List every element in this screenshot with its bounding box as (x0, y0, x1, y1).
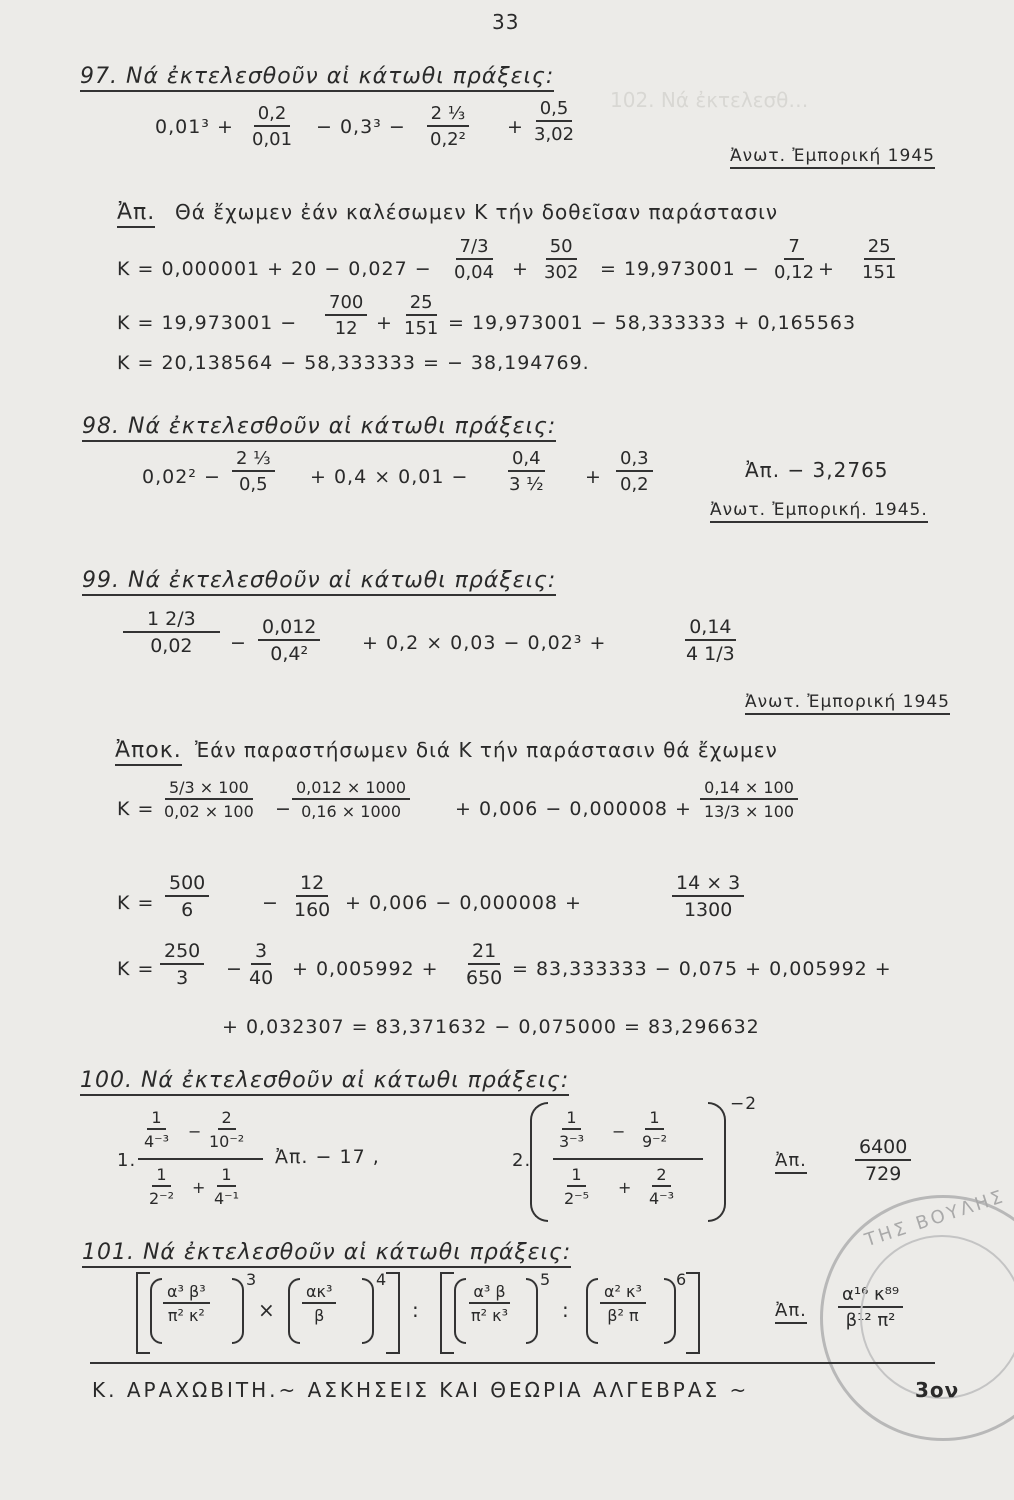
p99-fraction: $\frac{0,012}{\text{0,4²}}$ (258, 616, 320, 665)
footer-text: Κ. ΑΡΑΧΩΒΙΤΗ.~ ΑΣΚΗΣΕΙΣ ΚΑΙ ΘΕΩΡΙΑ ΑΛΓΕΒΡΑΣ ~ (92, 1378, 750, 1402)
p97-fraction: $\frac{700}{12}$ (325, 292, 367, 339)
p101-answer: $\frac{\text{α¹⁶ κ⁸⁹}}{\text{β¹² π²}}$ (838, 1284, 903, 1331)
right-paren (232, 1278, 244, 1344)
p100-item2-answer: $\frac{6400}{729}$ (855, 1136, 911, 1185)
p101-operator: : (412, 1298, 420, 1322)
p97-line2-part: = 19,973001 − 58,333333 + 0,165563 (448, 312, 857, 334)
p97-line1-part: = 19,973001 − (600, 258, 760, 280)
p99-line2-part: − (262, 892, 279, 914)
p99-fraction: $\frac{500}{6}$ (165, 872, 209, 921)
p99-fraction: $\frac{21}{650}$ (466, 940, 503, 989)
p99-line4: + 0,032307 = 83,371632 − 0,075000 = 83,296632 (222, 1016, 760, 1038)
left-paren (530, 1102, 548, 1222)
p97-line2-part: Κ = 19,973001 − (117, 312, 298, 334)
problem-98-title: 98. Νά ἐκτελεσθοῦν αἱ κάτωθι πράξεις: (82, 414, 556, 439)
p101-fraction: $\frac{\text{α³ β³}}{\text{π² κ²}}$ (163, 1282, 210, 1325)
p100-fraction: $\frac{1}{\text{2⁻²}}$ (149, 1165, 175, 1208)
p100-fraction: $\frac{1}{\text{4⁻¹}}$ (214, 1165, 240, 1208)
p98-expr-part: + (585, 466, 602, 488)
p100-item2-answer-label: Ἀπ. (775, 1150, 807, 1171)
p101-operator: : (562, 1298, 570, 1322)
p101-fraction: $\frac{\text{α³ β}}{\text{π² κ³}}$ (471, 1282, 508, 1325)
problem-101-title: 101. Νά ἐκτελεσθοῦν αἱ κάτωθι πράξεις: (82, 1240, 571, 1265)
p97-fraction: $\frac{0,5}{3,02}$ (534, 98, 575, 145)
p100-item1-answer: Ἀπ. − 17 , (275, 1146, 380, 1168)
p97-line3: Κ = 20,138564 − 58,333333 = − 38,194769. (117, 352, 590, 374)
footer-rule (90, 1362, 935, 1364)
p99-line3-part: + 0,005992 + (292, 958, 439, 980)
problem-97-title: 97. Νά ἐκτελεσθοῦν αἱ κάτωθι πράξεις: (80, 64, 554, 89)
left-paren (288, 1278, 300, 1344)
right-paren (526, 1278, 538, 1344)
p101-fraction: $\frac{\text{ακ³}}{\beta}$ (302, 1282, 336, 1325)
p99-fraction: $\frac{3}{40}$ (249, 940, 274, 989)
p100-operator: − (612, 1122, 627, 1141)
problem-99-title: 99. Νά ἐκτελεσθοῦν αἱ κάτωθι πράξεις: (82, 568, 556, 593)
p99-line1-part: + 0,006 − 0,000008 + (455, 798, 692, 820)
p97-line1-part: Κ = 0,000001 + 20 − 0,027 − (117, 258, 432, 280)
p100-fraction: $\frac{2}{\text{10⁻²}}$ (209, 1108, 245, 1151)
p100-operator: + (192, 1178, 207, 1197)
p97-answer-label: Ἀπ. (117, 200, 155, 225)
p101-operator: × (258, 1298, 276, 1322)
p98-fraction: $\frac{0,3}{0,2}$ (616, 448, 653, 495)
left-paren (150, 1278, 162, 1344)
p99-fraction: $\frac{5/3 \times 100}{0,02 \times 100}$ (164, 778, 254, 821)
p99-line3-part: Κ = (117, 958, 155, 980)
p97-line1-part: + (512, 258, 529, 280)
p99-answer-intro: Ἐάν παραστήσωμεν διά Κ τήν παράστασιν θά ἔχωμεν (195, 738, 778, 762)
p99-answer-label: Ἀποκ. (115, 738, 182, 763)
bleed-through-text: 102. Νά ἐκτελεσθ… (610, 88, 809, 112)
page-number: 33 (492, 10, 520, 34)
p99-fraction: $\frac{12}{160}$ (294, 872, 331, 921)
p99-fraction: $\frac{250}{3}$ (160, 940, 204, 989)
p97-fraction: $\frac{25}{151}$ (862, 236, 897, 283)
left-paren (454, 1278, 466, 1344)
p97-line2-part: + (376, 312, 393, 334)
p101-exponent: 6 (676, 1270, 688, 1289)
p97-fraction: $\frac{0,2}{0,01}$ (252, 103, 293, 150)
p101-answer-label: Ἀπ. (775, 1300, 807, 1321)
p99-line1-part: − (275, 798, 292, 820)
p100-fraction: $\frac{1}{\text{9⁻²}}$ (642, 1108, 668, 1151)
p98-answer: Ἀπ. − 3,2765 (745, 458, 889, 482)
right-paren (362, 1278, 374, 1344)
left-paren (586, 1278, 598, 1344)
p99-line3-part: − (226, 958, 243, 980)
p97-fraction: $\frac{25}{151}$ (404, 292, 439, 339)
p100-item1-label: 1. (117, 1150, 137, 1171)
p100-fraction: $\frac{2}{\text{4⁻³}}$ (649, 1165, 675, 1208)
p99-fraction: $\frac{0,14}{4 1/3}$ (686, 616, 735, 665)
p101-exponent: 4 (376, 1270, 388, 1289)
p97-answer-intro: Θά ἔχωμεν ἐάν καλέσωμεν Κ τήν δοθεῖσαν παράστασιν (175, 200, 779, 224)
p100-fraction: $\frac{1}{\text{4⁻³}}$ (144, 1108, 170, 1151)
p100-item2-label: 2. (512, 1150, 532, 1171)
p100-operator: − (188, 1122, 203, 1141)
p98-fraction: $\frac{0,4}{\text{3 ½}}$ (509, 448, 544, 495)
archive-stamp-inner-ring (860, 1235, 1014, 1399)
p97-line1-part: + (818, 258, 835, 280)
p100-item2-exponent: −2 (730, 1094, 758, 1114)
p98-expr-part: + 0,4 × 0,01 − (310, 466, 469, 488)
right-bracket (386, 1272, 400, 1354)
p97-fraction: $\frac{\text{2 ⅓}}{\text{0,2²}}$ (426, 103, 470, 150)
p97-fraction: $\frac{7/3}{0,04}$ (454, 236, 495, 283)
p99-expr-part: − (230, 632, 247, 654)
p99-expr-part: + 0,2 × 0,03 − 0,02³ + (362, 632, 607, 654)
p97-fraction: $\frac{50}{302}$ (544, 236, 579, 283)
p98-fraction: $\frac{\text{2 ⅓}}{0,5}$ (232, 448, 275, 495)
left-bracket (440, 1272, 454, 1354)
p97-fraction: $\frac{7}{0,12}$ (774, 236, 815, 283)
p100-main-fraction-bar (138, 1158, 263, 1160)
p99-fraction: $\frac{0,012 \times 1000}{0,16 \times 1000}$ (292, 778, 410, 821)
p101-fraction: $\frac{\text{α² κ³}}{\text{β² π}}$ (600, 1282, 646, 1325)
p99-line3-part: = 83,333333 − 0,075 + 0,005992 + (512, 958, 892, 980)
sheet-number: 3ον (915, 1378, 960, 1402)
p100-main-fraction-bar (553, 1158, 703, 1160)
p101-exponent: 3 (246, 1270, 258, 1289)
p100-fraction: $\frac{1}{\text{2⁻⁵}}$ (564, 1165, 590, 1208)
p99-fraction: $\frac{14 \times 3}{1300}$ (672, 872, 744, 921)
p97-expr-part: − 0,3³ − (316, 116, 406, 138)
problem-100-title: 100. Νά ἐκτελεσθοῦν αἱ κάτωθι πράξεις: (80, 1068, 569, 1093)
p97-expr-part: + (507, 116, 524, 138)
p97-source: Ἀνωτ. Ἐμπορική 1945 (730, 146, 935, 166)
p100-operator: + (618, 1178, 633, 1197)
right-paren (708, 1102, 726, 1222)
p98-expr-part: 0,02² − (142, 466, 221, 488)
right-bracket (686, 1272, 700, 1354)
p99-line2-part: + 0,006 − 0,000008 + (345, 892, 582, 914)
right-paren (664, 1278, 676, 1344)
left-bracket (136, 1272, 150, 1354)
p99-line1-part: Κ = (117, 798, 155, 820)
p98-source: Ἀνωτ. Ἐμπορική. 1945. (710, 500, 928, 520)
p99-fraction: $\frac{1 2/3}{0,02}$ (123, 608, 220, 657)
p99-source: Ἀνωτ. Ἐμπορική 1945 (745, 692, 950, 712)
p99-fraction: $\frac{0,14 \times 100}{13/3 \times 100}$ (700, 778, 798, 821)
p97-expr-part: 0,01³ + (155, 116, 234, 138)
stamp-text: ΤΗΣ ΒΟΥΛΗΣ (862, 1185, 1009, 1252)
p101-exponent: 5 (540, 1270, 552, 1289)
p100-fraction: $\frac{1}{\text{3⁻³}}$ (559, 1108, 585, 1151)
p99-line2-part: Κ = (117, 892, 155, 914)
